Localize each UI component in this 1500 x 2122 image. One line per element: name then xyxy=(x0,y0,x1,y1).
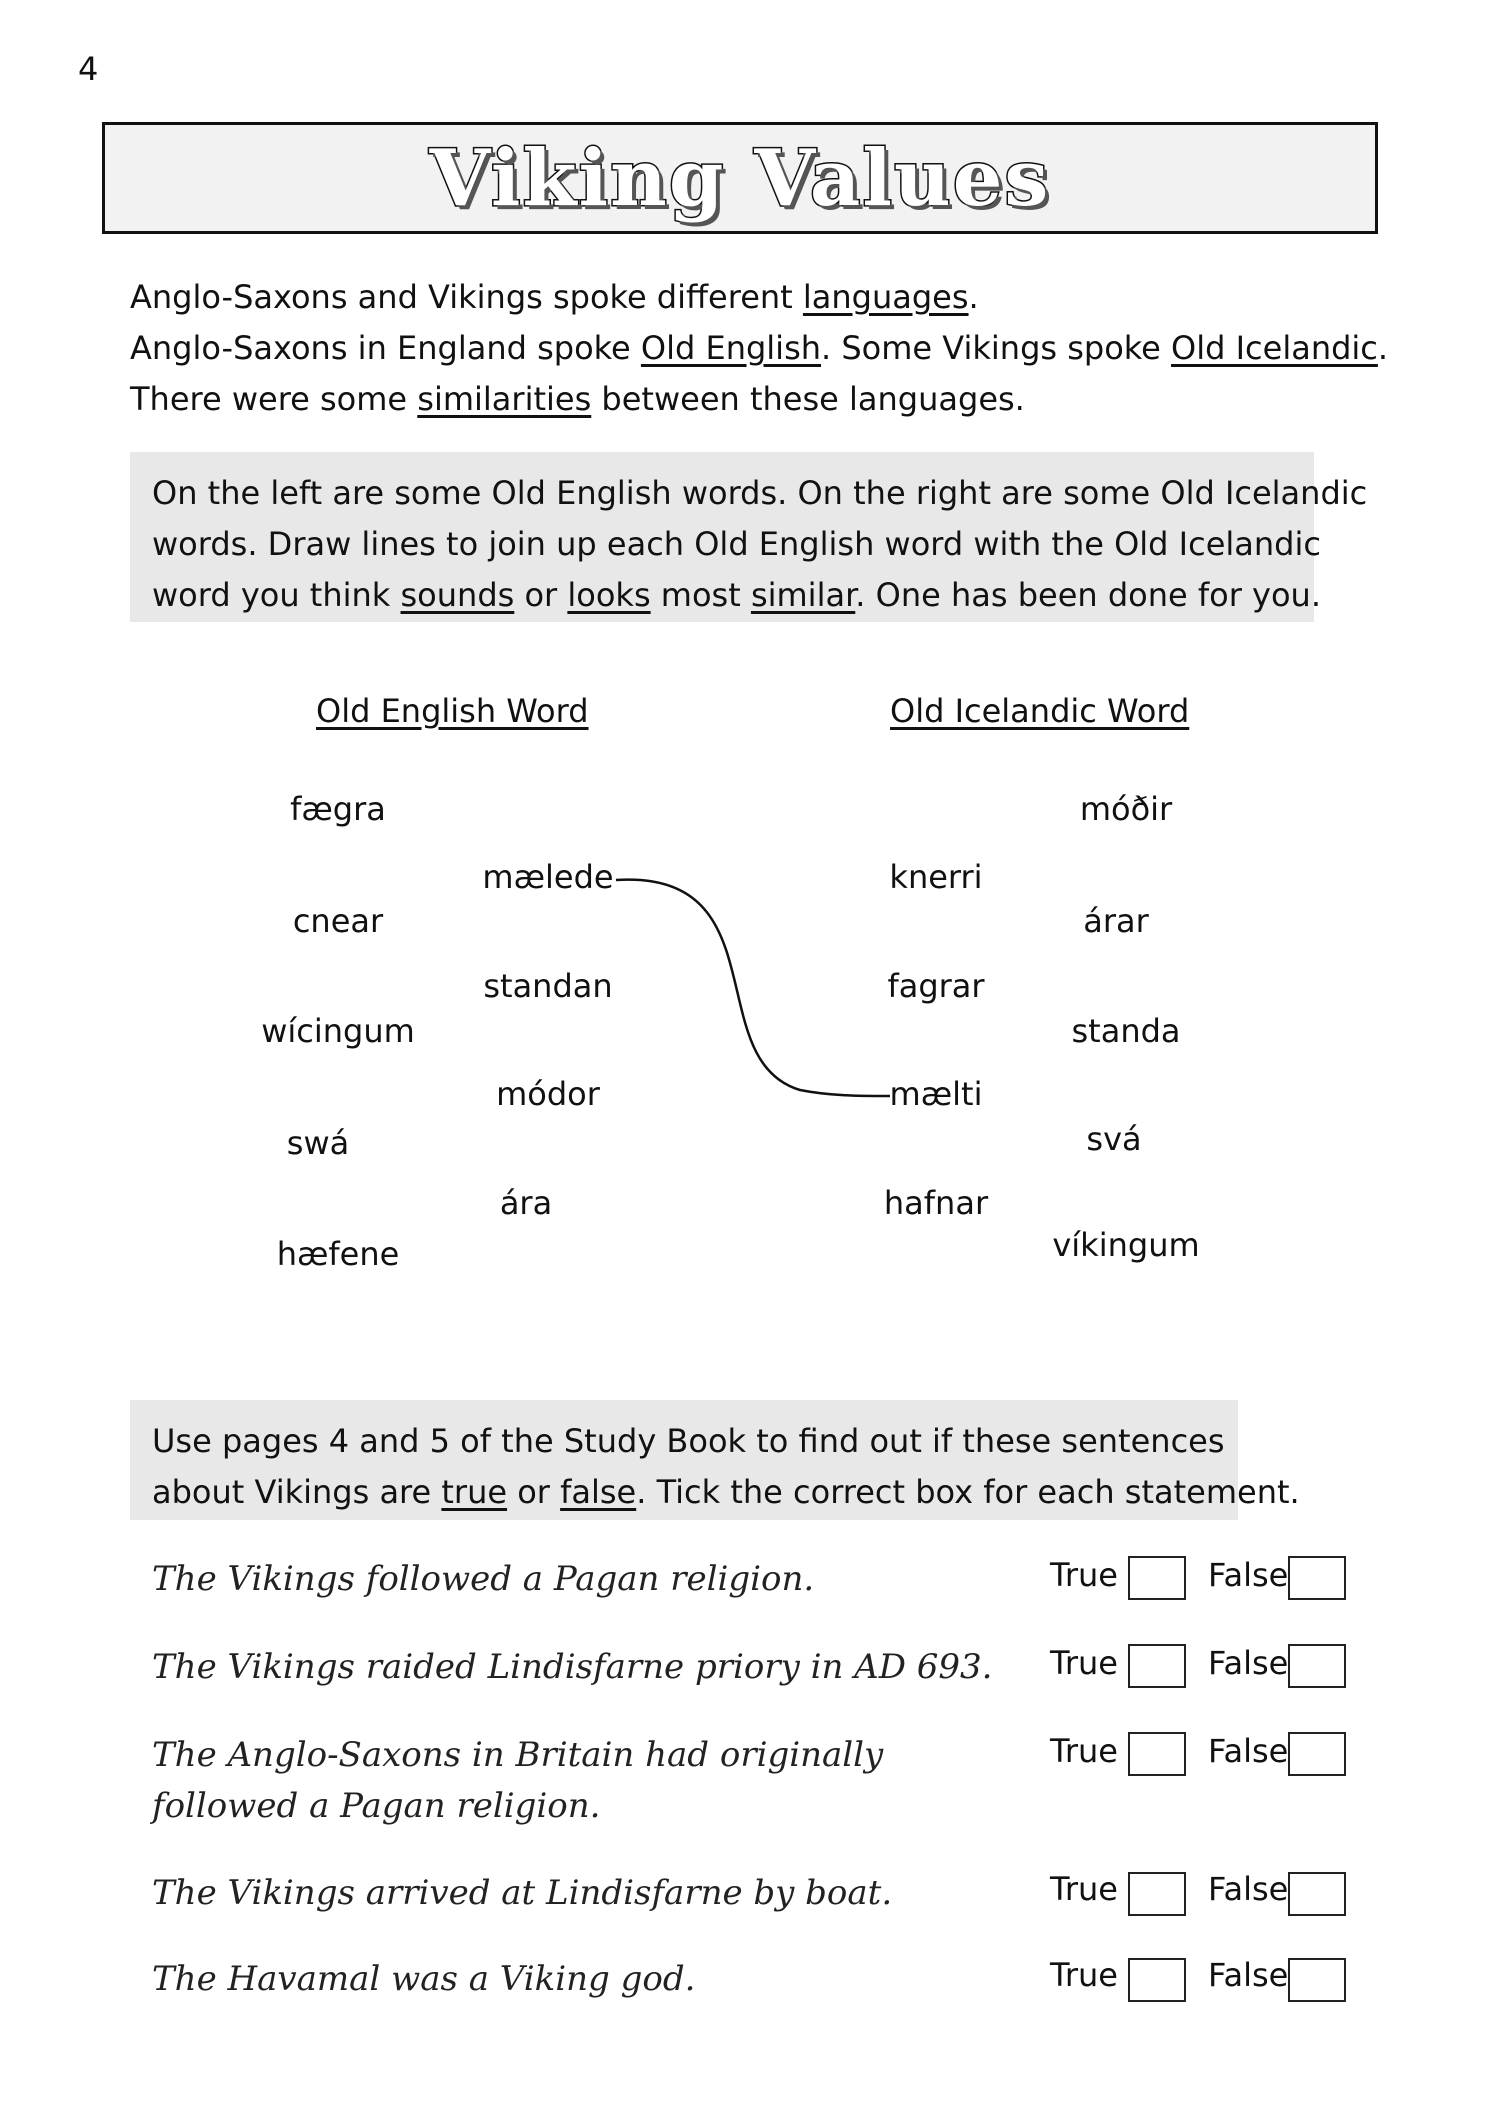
intro-text: There were some xyxy=(130,380,418,418)
intro-text: . xyxy=(968,278,979,316)
keyword-sounds: sounds xyxy=(400,576,515,614)
intro-text: . xyxy=(1377,329,1389,367)
instr-text: or xyxy=(514,576,568,614)
oi-word[interactable]: hafnar xyxy=(883,1184,989,1222)
oe-word[interactable]: mælede xyxy=(482,858,614,896)
instructions-line-1: On the left are some Old English words. On the right are some Old Icelandic xyxy=(152,474,1368,512)
keyword-true: true xyxy=(441,1473,508,1511)
page-number: 4 xyxy=(78,50,99,88)
instr-text: word you think xyxy=(152,576,401,614)
false-label: False xyxy=(1208,1732,1289,1770)
keyword-false: false xyxy=(560,1473,637,1511)
oi-word[interactable]: standa xyxy=(1071,1012,1181,1050)
page-title: Viking Values xyxy=(429,132,1051,224)
statement-4 xyxy=(152,1868,892,1919)
false-label: False xyxy=(1208,1956,1289,1994)
oe-word[interactable]: swá xyxy=(286,1124,350,1162)
true-checkbox[interactable] xyxy=(1128,1872,1186,1916)
oe-word[interactable]: wícingum xyxy=(261,1012,415,1050)
statement-text: followed a Pagan religion. xyxy=(152,1786,601,1826)
oe-word[interactable]: hæfene xyxy=(276,1235,400,1273)
intro-text: . Some Vikings spoke xyxy=(821,329,1172,367)
oe-word[interactable]: standan xyxy=(483,967,613,1005)
false-checkbox[interactable] xyxy=(1288,1556,1346,1600)
oi-word[interactable]: svá xyxy=(1086,1120,1142,1158)
oe-word[interactable]: ára xyxy=(499,1184,553,1222)
oi-word[interactable]: fagrar xyxy=(887,967,985,1005)
true-checkbox[interactable] xyxy=(1128,1958,1186,2002)
true-checkbox[interactable] xyxy=(1128,1556,1186,1600)
old-icelandic-heading: Old Icelandic Word xyxy=(890,692,1190,730)
keyword-similarities: similarities xyxy=(417,380,592,418)
oe-word[interactable]: fægra xyxy=(290,790,386,828)
statement-2 xyxy=(152,1642,993,1693)
instructions-line-2: words. Draw lines to join up each Old English word with the Old Icelandic xyxy=(152,525,1321,563)
example-match-line-path xyxy=(616,880,890,1096)
false-checkbox[interactable] xyxy=(1288,1872,1346,1916)
instr-text: or xyxy=(507,1473,561,1511)
false-label: False xyxy=(1208,1556,1289,1594)
statement-text: The Vikings followed a Pagan religion. xyxy=(152,1559,815,1599)
oe-word[interactable]: cnear xyxy=(292,902,384,940)
statement-5 xyxy=(152,1954,695,2005)
instr-text: . One has been done for you. xyxy=(855,576,1321,614)
keyword-old-icelandic: Old Icelandic xyxy=(1171,329,1378,367)
true-label: True xyxy=(1050,1956,1118,1994)
statement-3 xyxy=(152,1730,883,1832)
keyword-old-english: Old English xyxy=(640,329,822,367)
old-english-heading: Old English Word xyxy=(316,692,589,730)
instr-text: most xyxy=(650,576,751,614)
true-label: True xyxy=(1050,1732,1118,1770)
false-label: False xyxy=(1208,1870,1289,1908)
tf-instructions-line-2 xyxy=(152,1467,1300,1518)
keyword-looks: looks xyxy=(567,576,651,614)
oi-word[interactable]: árar xyxy=(1083,902,1149,940)
oi-word[interactable]: mælti xyxy=(889,1075,983,1113)
false-checkbox[interactable] xyxy=(1288,1958,1346,2002)
oe-word[interactable]: módor xyxy=(496,1075,600,1113)
oi-word[interactable]: víkingum xyxy=(1052,1226,1200,1264)
intro-text: Anglo-Saxons and Vikings spoke different xyxy=(130,278,803,316)
statement-text: The Vikings raided Lindisfarne priory in AD 693. xyxy=(152,1647,993,1687)
intro-text: between these languages. xyxy=(591,380,1025,418)
true-label: True xyxy=(1050,1556,1118,1594)
statement-text: The Vikings arrived at Lindisfarne by boat. xyxy=(152,1873,893,1913)
false-checkbox[interactable] xyxy=(1288,1732,1346,1776)
keyword-similar: similar xyxy=(750,576,856,614)
true-checkbox[interactable] xyxy=(1128,1732,1186,1776)
keyword-languages: languages xyxy=(802,278,969,316)
statement-text: The Havamal was a Viking god. xyxy=(152,1959,696,1999)
true-checkbox[interactable] xyxy=(1128,1644,1186,1688)
true-label: True xyxy=(1050,1870,1118,1908)
statement-1 xyxy=(152,1554,814,1605)
true-label: True xyxy=(1050,1644,1118,1682)
instr-text: . Tick the correct box for each statement. xyxy=(636,1473,1300,1511)
false-label: False xyxy=(1208,1644,1289,1682)
false-checkbox[interactable] xyxy=(1288,1644,1346,1688)
true-false-instructions-box xyxy=(130,1400,1300,1520)
oi-word[interactable]: knerri xyxy=(889,858,983,896)
instr-text: about Vikings are xyxy=(152,1473,442,1511)
statement-text: The Anglo-Saxons in Britain had originally xyxy=(152,1735,884,1775)
oi-word[interactable]: móðir xyxy=(1079,790,1173,828)
intro-text: Anglo-Saxons in England spoke xyxy=(130,329,641,367)
tf-instructions-line-1: Use pages 4 and 5 of the Study Book to find out if these sentences xyxy=(152,1422,1225,1460)
